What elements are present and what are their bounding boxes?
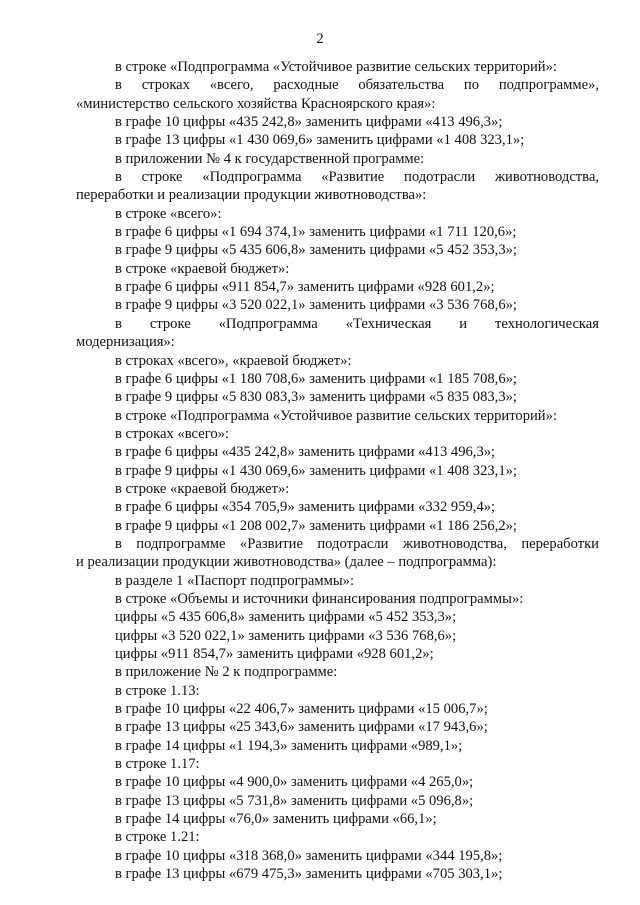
document-body	[76, 58, 599, 883]
text-line: цифры «5 435 606,8» заменить цифрами «5 452 353,3»;	[115, 609, 457, 626]
text-line: в строке «краевой бюджет»:	[115, 260, 290, 277]
text-line: «министерство сельского хозяйства Красноярского края»:	[76, 95, 436, 112]
text-line: в подпрограмме «Развитие подотрасли животноводства, переработки	[115, 535, 599, 552]
text-line: в графе 13 цифры «679 475,3» заменить цифрами «705 303,1»;	[115, 866, 503, 883]
text-line: в графе 13 цифры «5 731,8» заменить цифрами «5 096,8»;	[115, 792, 474, 809]
text-line: в строке «Объемы и источники финансирования подпрограммы»:	[115, 590, 524, 607]
text-line: в строках «всего, расходные обязательства по подпрограмме»,	[115, 77, 599, 94]
text-line: в строке «Подпрограмма «Техническая и технологическая	[115, 315, 599, 332]
text-line: в строке «всего»:	[115, 205, 222, 222]
text-line: в строках «всего», «краевой бюджет»:	[115, 352, 352, 369]
page-number: 2	[316, 31, 324, 47]
text-line: в графе 6 цифры «1 694 374,1» заменить цифрами «1 711 120,6»;	[115, 224, 517, 241]
text-line: в графе 13 цифры «25 343,6» заменить цифрами «17 943,6»;	[115, 719, 488, 736]
text-line: в строке «краевой бюджет»:	[115, 480, 290, 497]
text-line: в строке «Подпрограмма «Развитие подотрасли животноводства,	[115, 169, 599, 186]
text-line: в графе 9 цифры «3 520 022,1» заменить цифрами «3 536 768,6»;	[115, 297, 517, 314]
text-line: в графе 13 цифры «1 430 069,6» заменить цифрами «1 408 323,1»;	[115, 132, 525, 149]
text-line: в графе 10 цифры «435 242,8» заменить цифрами «413 496,3»;	[115, 114, 503, 131]
text-line: в графе 14 цифры «76,0» заменить цифрами «66,1»;	[115, 811, 437, 828]
text-line: в графе 9 цифры «5 435 606,8» заменить цифрами «5 452 353,3»;	[115, 242, 517, 259]
text-line: модернизация»:	[76, 334, 175, 351]
text-line: в графе 6 цифры «1 180 708,6» заменить цифрами «1 185 708,6»;	[115, 370, 517, 387]
text-line: в графе 6 цифры «354 705,9» заменить цифрами «332 959,4»;	[115, 499, 496, 516]
text-line: в приложении № 4 к государственной программе:	[115, 150, 425, 167]
text-line: в строке 1.21:	[115, 829, 200, 846]
text-line: переработки и реализации продукции животноводства»:	[76, 187, 427, 204]
text-line: в графе 9 цифры «5 830 083,3» заменить цифрами «5 835 083,3»;	[115, 389, 517, 406]
text-line: и реализации продукции животноводства» (далее – подпрограмма):	[76, 554, 497, 571]
text-line: в графе 14 цифры «1 194,3» заменить цифрами «989,1»;	[115, 737, 463, 754]
text-line: цифры «3 520 022,1» заменить цифрами «3 536 768,6»;	[115, 627, 457, 644]
text-line: в графе 10 цифры «22 406,7» заменить цифрами «15 006,7»;	[115, 701, 488, 718]
text-line: в разделе 1 «Паспорт подпрограммы»:	[115, 572, 355, 589]
text-line: в строке «Подпрограмма «Устойчивое развитие сельских территорий»:	[115, 407, 557, 424]
text-line: в строках «всего»:	[115, 425, 229, 442]
text-line: в графе 10 цифры «318 368,0» заменить цифрами «344 195,8»;	[115, 847, 503, 864]
text-line: в строке «Подпрограмма «Устойчивое развитие сельских территорий»:	[115, 59, 557, 75]
text-line: в строке 1.13:	[115, 682, 200, 699]
text-line: в приложение № 2 к подпрограмме:	[115, 664, 338, 681]
text-line: в графе 6 цифры «435 242,8» заменить цифрами «413 496,3»;	[115, 444, 496, 461]
text-line: в графе 9 цифры «1 430 069,6» заменить цифрами «1 408 323,1»;	[115, 462, 517, 479]
text-line: цифры «911 854,7» заменить цифрами «928 601,2»;	[115, 646, 434, 662]
text-line: в графе 6 цифры «911 854,7» заменить цифрами «928 601,2»;	[115, 279, 495, 296]
text-line: в графе 10 цифры «4 900,0» заменить цифрами «4 265,0»;	[115, 774, 474, 791]
text-line: в графе 9 цифры «1 208 002,7» заменить цифрами «1 186 256,2»;	[115, 517, 517, 534]
text-line: в строке 1.17:	[115, 756, 200, 773]
